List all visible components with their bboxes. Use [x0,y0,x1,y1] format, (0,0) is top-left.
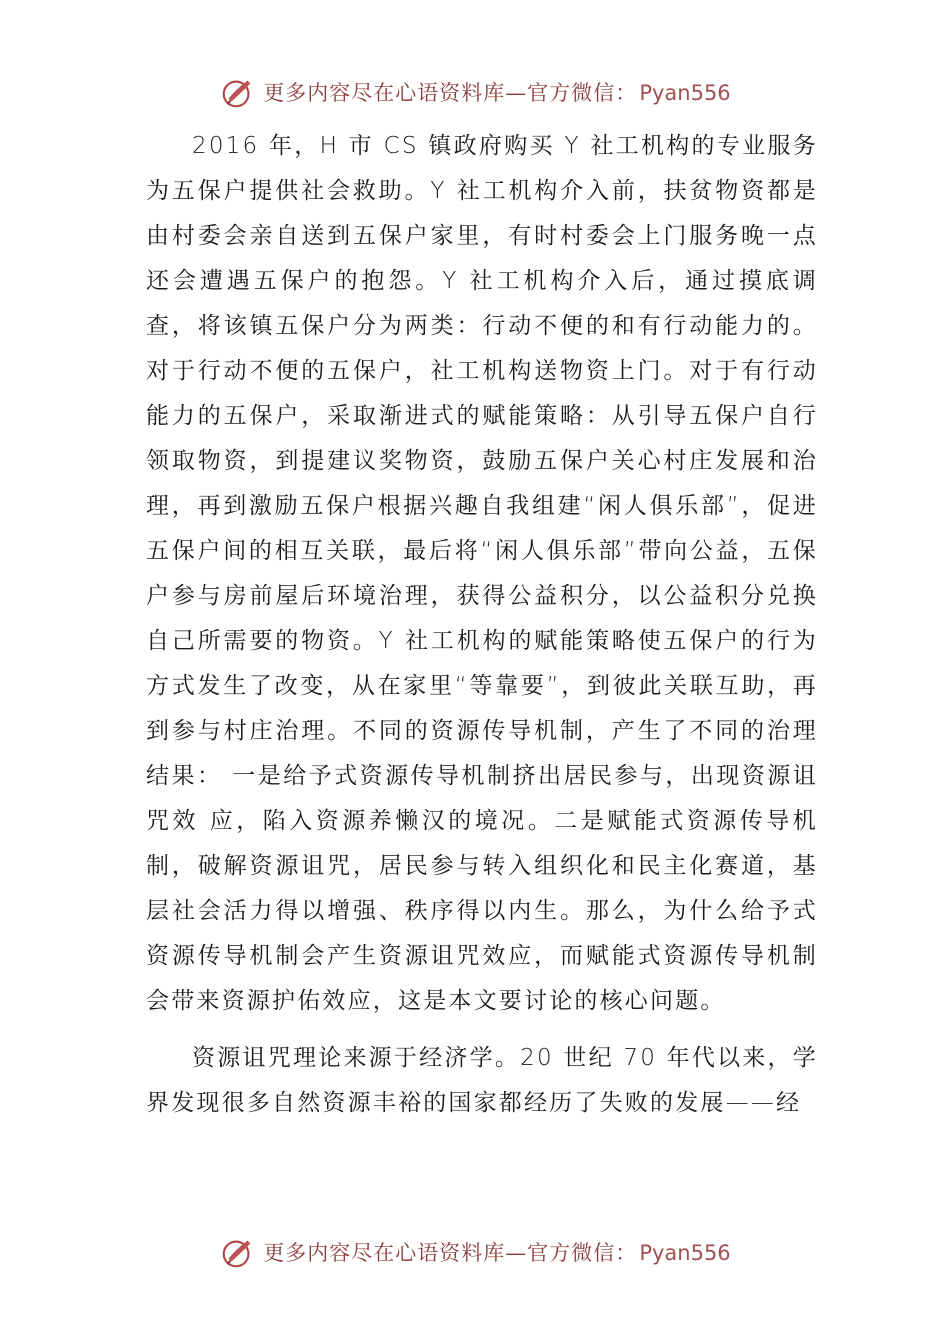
watermark-text [263,77,730,107]
watermark-text [263,1237,730,1267]
watermark-label: 更多内容尽在心语资料库—官方微信： [263,1241,638,1265]
footer-watermark [0,1230,950,1274]
watermark-wechat-id: Pyan556 [639,81,731,105]
paragraph-2: 资源诅咒理论来源于经济学。20 世纪 70 年代以来，学界发现很多自然资源丰裕的国家都经历了失败的发展——经 [146,1045,818,1116]
pen-logo-icon [219,1233,257,1271]
header-watermark [0,70,950,114]
pen-logo-icon [219,73,257,111]
paragraph-1: 2016 年，H 市 CS 镇政府购买 Y 社工机构的专业服务为五保户提供社会救助。Y 社工机构介入前，扶贫物资都是由村委会亲自送到五保户家里，有时村委会上门服务晚一点还会遭遇五保户的抱怨。Y 社工机构介入后，通过摸底调查，将该镇五保户分为两类：行动不便的和有行动能力的。对于行动不便的五保户，社工机构送物资上门。对于有行动能力的五保户，采取渐进式的赋能策略：从引导五保户自行领取物资，到提建议奖物资，鼓励五保户关心村庄发展和治理，再到激励五保户根据兴趣自我组建“闲人俱乐部”，促进五保户间的相互关联，最后将“闲人俱乐部”带向公益，五保户参与房前屋后环境治理，获得公益积分，以公益积分兑换自己所需要的物资。Y 社工机构的赋能策略使五保户的行为方式发生了改变，从在家里“等靠要”，到彼此关联互助，再到参与村庄治理。不同的资源传导机制，产生了不同的治理结果： 一是给予式资源传导机制挤出居民参与，出现资源诅咒效 应，陷入资源养懒汉的境况。二是赋能式资源传导机制，破解资源诅咒，居民参与转入组织化和民主化赛道，基层社会活力得以增强、秩序得以内生。那么，为什么给予式资源传导机制会产生资源诅咒效应，而赋能式资源传导机制会带来资源护佑效应，这是本文要讨论的核心问题。 [146,133,818,1014]
watermark-wechat-id: Pyan556 [639,1241,731,1265]
document-body [146,124,818,1126]
watermark-label: 更多内容尽在心语资料库—官方微信： [263,81,638,105]
